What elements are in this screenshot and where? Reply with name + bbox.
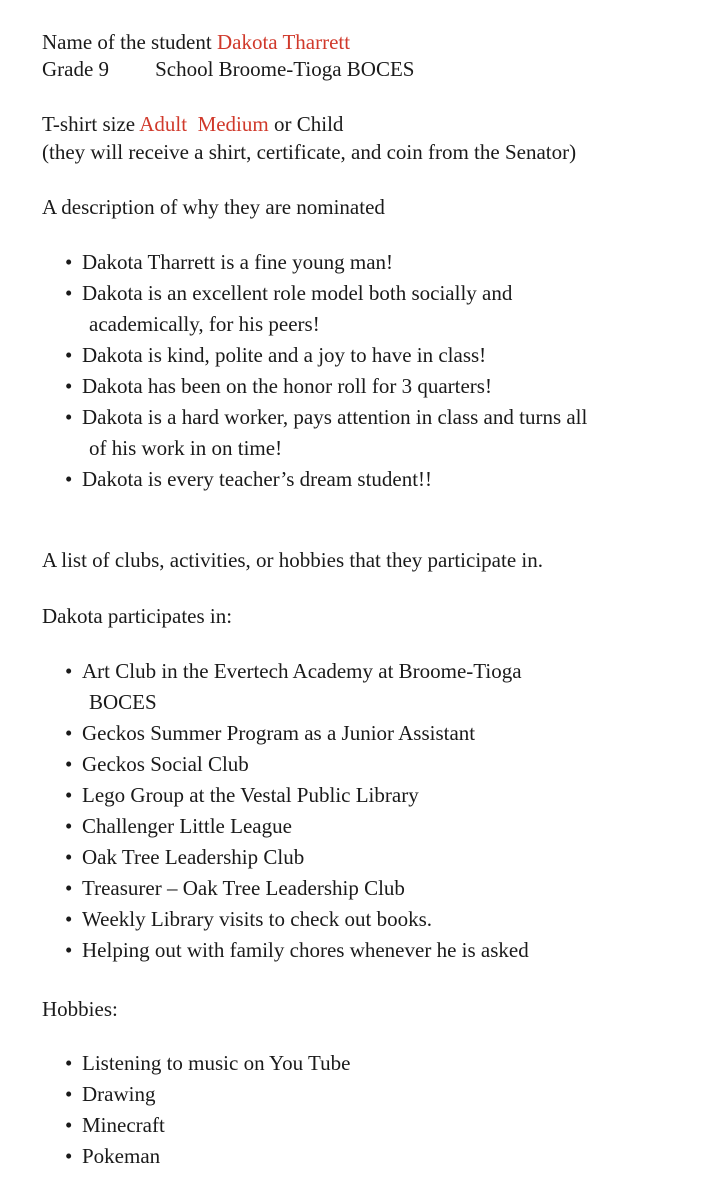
list-item: • Dakota Tharrett is a fine young man! [62, 247, 682, 278]
list-item: • Minecraft [62, 1110, 682, 1141]
list-item: • Drawing [62, 1079, 682, 1110]
bullet-icon: • [65, 938, 73, 962]
list-item: • Lego Group at the Vestal Public Library [62, 780, 682, 811]
list-item: • Dakota has been on the honor roll for 3 quarters! [62, 371, 682, 402]
list-item: • Pokeman [62, 1141, 682, 1172]
bullet-icon: • [65, 845, 73, 869]
list-item: • Treasurer – Oak Tree Leadership Club [62, 873, 682, 904]
bullet-icon: • [65, 783, 73, 807]
tshirt-line [42, 111, 343, 137]
list-item: • Helping out with family chores whenever he is asked [62, 935, 682, 966]
student-name-line [42, 29, 350, 55]
list-item: • Listening to music on You Tube [62, 1048, 682, 1079]
bullet-icon: • [65, 467, 73, 491]
list-item: • Dakota is kind, polite and a joy to have in class! [62, 340, 682, 371]
clubs-intro: Dakota participates in: [42, 604, 233, 628]
list-item: • Art Club in the Evertech Academy at Broome-Tioga BOCES [62, 656, 682, 718]
bullet-icon: • [65, 1051, 73, 1075]
student-name-value: Dakota Tharrett [216, 30, 351, 54]
clubs-heading: A list of clubs, activities, or hobbies that they participate in. [42, 548, 543, 572]
clubs-list [62, 656, 682, 966]
bullet-icon: • [65, 907, 73, 931]
hobbies-heading: Hobbies: [42, 997, 118, 1021]
bullet-icon: • [65, 721, 73, 745]
student-name-label: Name of the student [42, 30, 212, 54]
list-item: • Weekly Library visits to check out books. [62, 904, 682, 935]
school-label: School Broome-Tioga BOCES [155, 57, 415, 81]
bullet-icon: • [65, 659, 73, 683]
hobbies-list [62, 1048, 682, 1172]
grade-label: Grade 9 [42, 57, 110, 81]
list-item: • Geckos Summer Program as a Junior Assistant [62, 718, 682, 749]
bullet-icon: • [65, 876, 73, 900]
description-heading: A description of why they are nominated [42, 195, 385, 219]
list-item: • Dakota is a hard worker, pays attention in class and turns all of his work in on time! [62, 402, 682, 464]
tshirt-label: T-shirt size [42, 112, 136, 136]
bullet-icon: • [65, 1113, 73, 1137]
list-item: • Dakota is every teacher’s dream student!! [62, 464, 682, 495]
tshirt-size-value: Adult Medium [139, 112, 269, 136]
bullet-icon: • [65, 814, 73, 838]
bullet-icon: • [65, 752, 73, 776]
tshirt-alt-option: or Child [273, 112, 344, 136]
bullet-icon: • [65, 281, 73, 305]
list-item: • Challenger Little League [62, 811, 682, 842]
bullet-icon: • [65, 250, 73, 274]
bullet-icon: • [65, 405, 73, 429]
list-item: • Dakota is an excellent role model both socially and academically, for his peers! [62, 278, 682, 340]
bullet-icon: • [65, 1082, 73, 1106]
tshirt-note: (they will receive a shirt, certificate, and coin from the Senator) [42, 140, 577, 164]
description-list [62, 247, 682, 495]
list-item: • Oak Tree Leadership Club [62, 842, 682, 873]
grade-school-line [42, 56, 414, 82]
list-item: • Geckos Social Club [62, 749, 682, 780]
bullet-icon: • [65, 343, 73, 367]
bullet-icon: • [65, 1144, 73, 1168]
bullet-icon: • [65, 374, 73, 398]
